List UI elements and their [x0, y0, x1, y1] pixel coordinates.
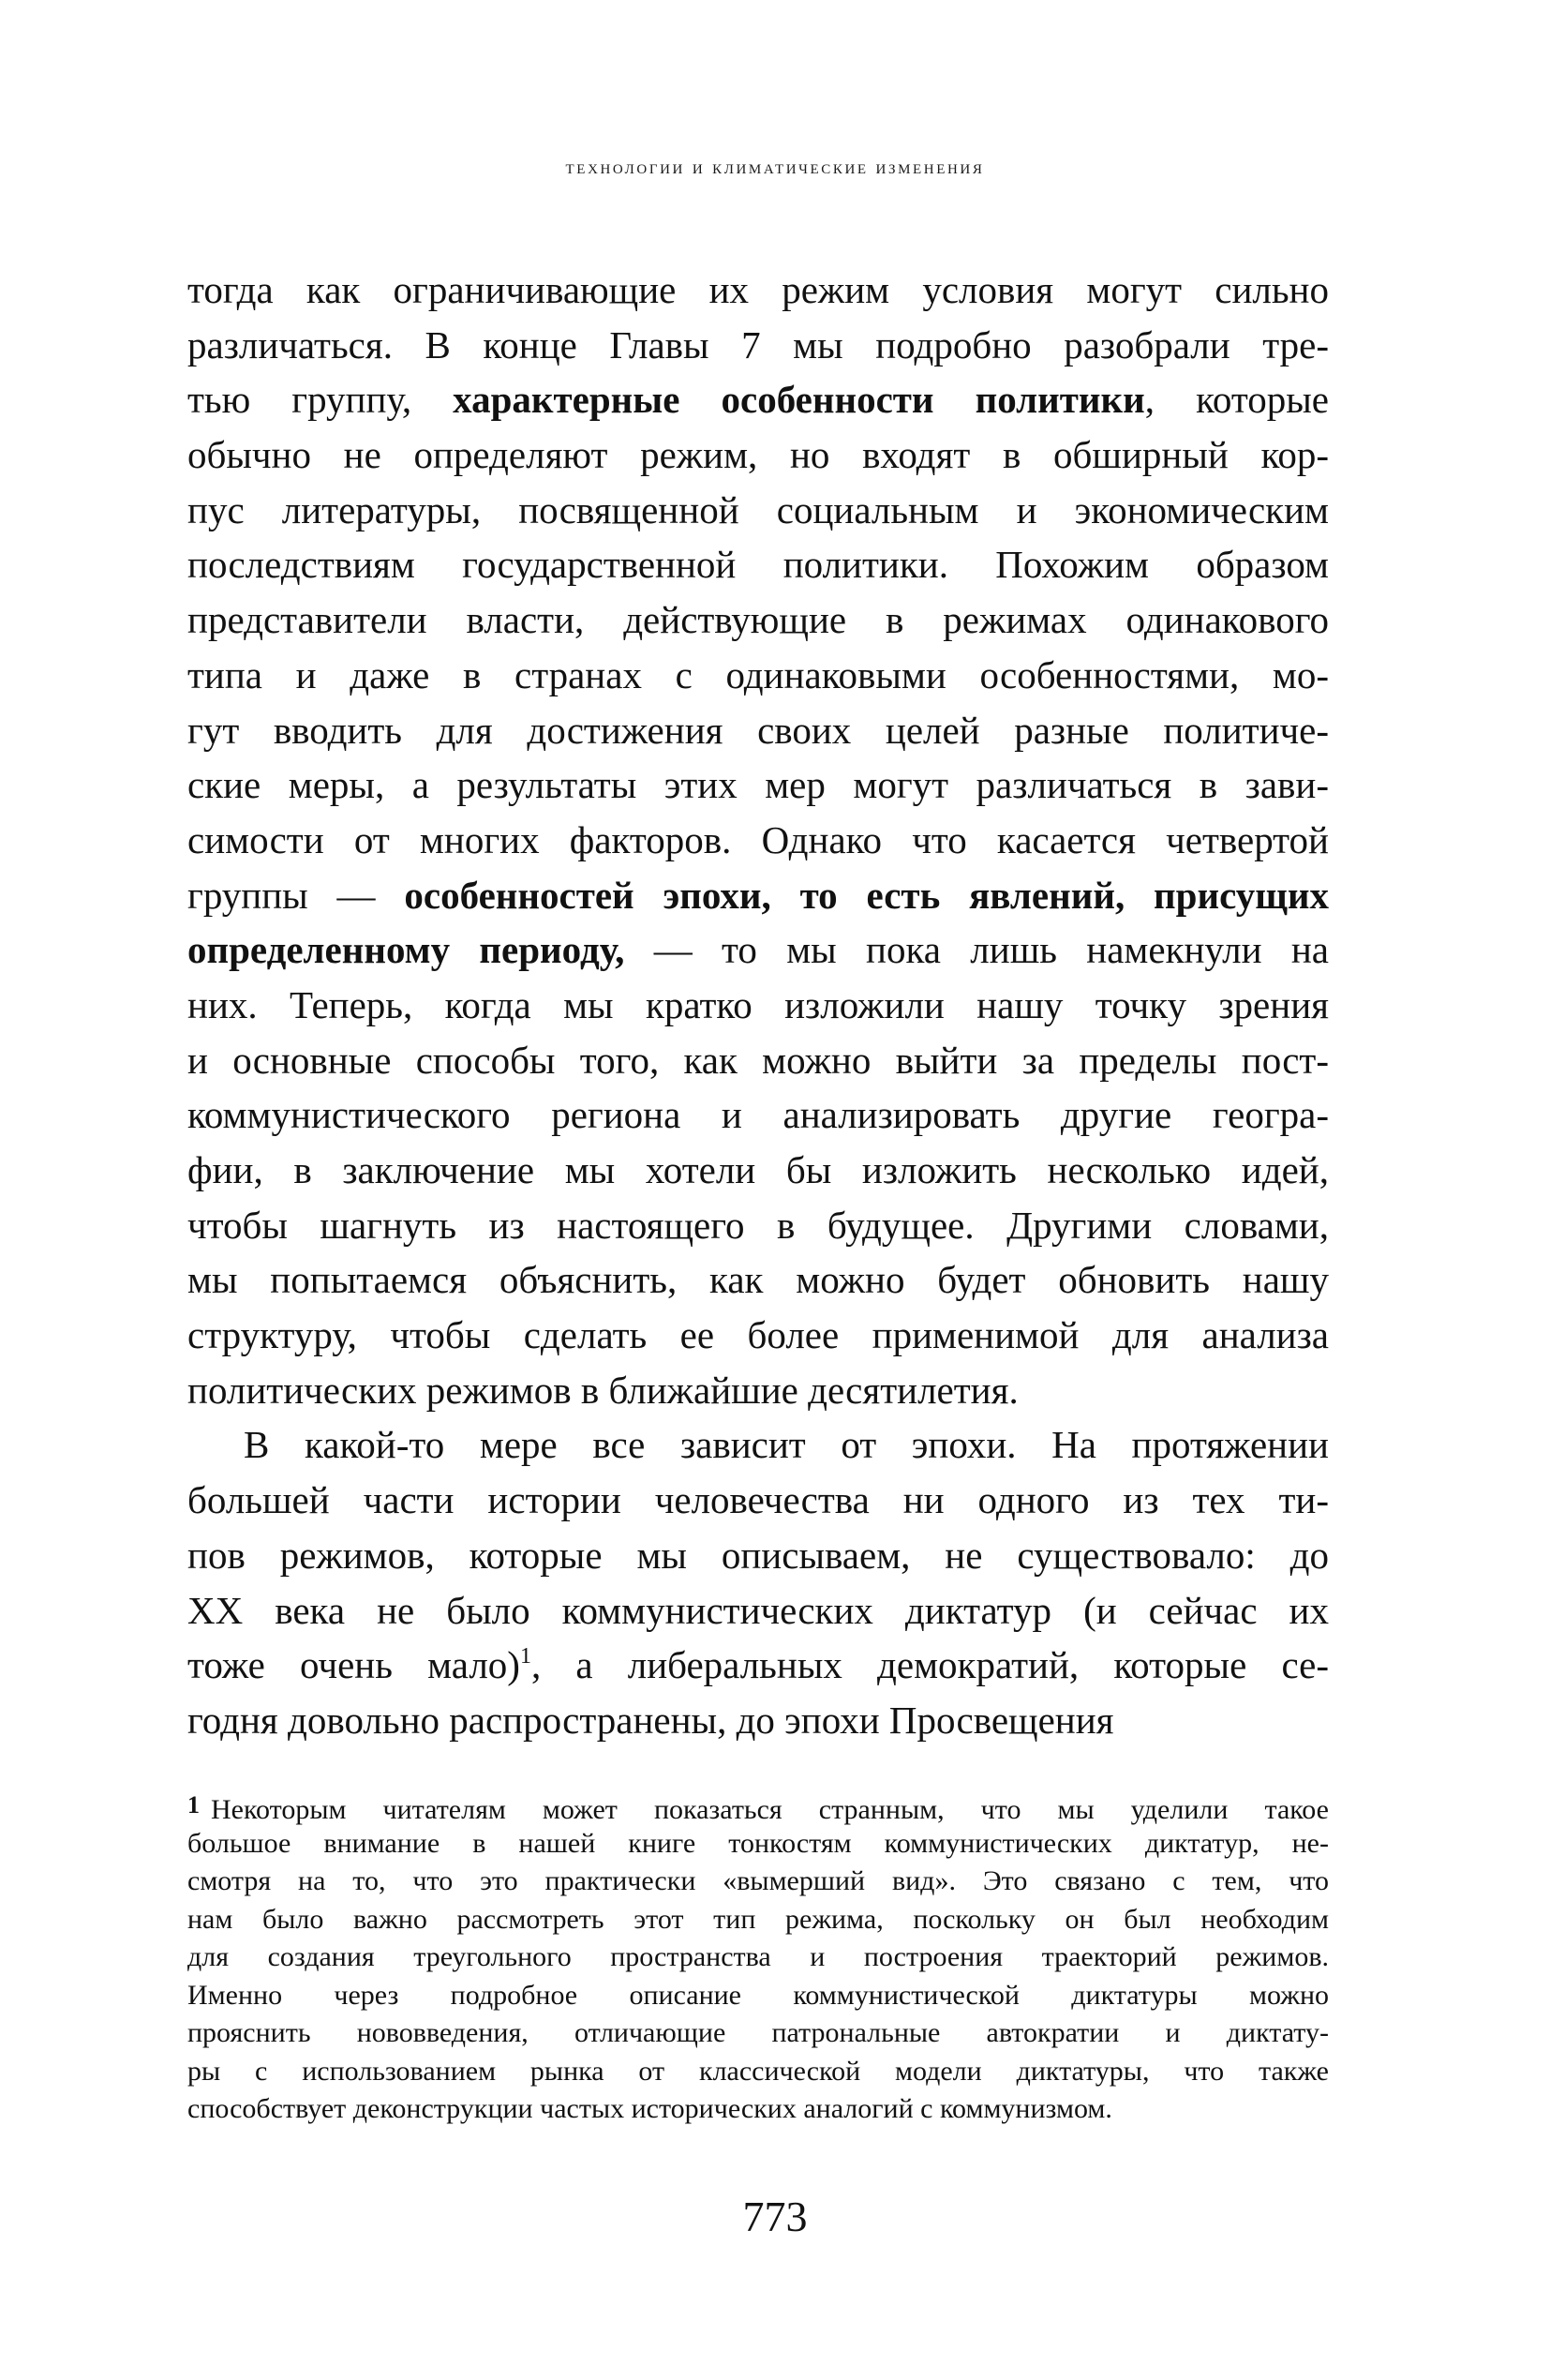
text-segment: , которые [1144, 378, 1329, 422]
text-line [187, 1417, 1329, 1473]
text-segment: ские меры, а результаты этих мер могут различаться в зави- [187, 763, 1329, 807]
footnotes [187, 1787, 1329, 2129]
text-segment: представители власти, действующие в режимах одинакового [187, 598, 1329, 642]
footnote-text: прояснить нововведения, отличающие патрональные автократии и диктату- [187, 2017, 1329, 2048]
text-segment: них. Теперь, когда мы кратко изложили нашу точку зрения [187, 982, 1329, 1026]
text-segment: обычно не определяют режим, но входят в обширный кор- [187, 433, 1329, 477]
text-line [187, 1033, 1329, 1088]
text-segment: тогда как ограничивающие их режим условия могут сильно [187, 268, 1329, 311]
footnote-text: Некоторым читателям может показаться странным, что мы уделили такое [211, 1794, 1329, 1825]
paragraphs [187, 262, 1329, 1748]
bold-emphasis: особенностей эпохи, то есть явлений, присущих [404, 873, 1329, 917]
text-segment: последствиям государственной политики. Похожим образом [187, 543, 1329, 587]
body-text [187, 262, 1329, 1748]
text-line [187, 1087, 1329, 1143]
text-line [187, 1308, 1329, 1363]
text-segment: симости от многих факторов. Однако что касается четвертой [187, 817, 1329, 861]
footnote-line [187, 1938, 1329, 1977]
text-segment: пов режимов, которые мы описываем, не существовало: до [187, 1533, 1329, 1577]
text-line [187, 868, 1329, 923]
footnote-reference[interactable]: 1 [519, 1644, 531, 1669]
text-segment: структуру, чтобы сделать ее более применимой для анализа [187, 1313, 1329, 1357]
footnote-text: ры с использованием рынка от классической модели диктатуры, что также [187, 2055, 1329, 2087]
text-segment: различаться. В конце Главы 7 мы подробно разобрали тре- [187, 322, 1329, 367]
footnote-text: для создания треугольного пространства и построения траекторий режимов. [187, 1941, 1329, 1972]
text-line [187, 372, 1329, 427]
text-line [187, 1638, 1329, 1693]
text-line [187, 1143, 1329, 1198]
footnote-text: способствует деконструкции частых исторических аналогий с коммунизмом. [187, 2093, 1112, 2124]
footnote-line [187, 2090, 1329, 2129]
paragraph [187, 1417, 1329, 1747]
bold-emphasis: определенному периоду, [187, 928, 625, 972]
footnote-line [187, 2053, 1329, 2091]
text-line [187, 757, 1329, 813]
text-line [187, 592, 1329, 648]
text-line [187, 1528, 1329, 1583]
text-line [187, 1693, 1329, 1748]
text-segment: группы — [187, 873, 405, 917]
footnote-marker: 1 [187, 1791, 200, 1819]
text-line [187, 483, 1329, 538]
text-line [187, 1473, 1329, 1528]
text-segment: годня довольно распространены, до эпохи Просвещения [187, 1698, 1114, 1742]
text-segment: политических режимов в ближайшие десятилетия. [187, 1368, 1019, 1412]
footnote-text: смотря на то, что это практически «вымерший вид». Это связано с тем, что [187, 1865, 1329, 1896]
paragraph [187, 262, 1329, 1417]
text-line [187, 648, 1329, 703]
footnote-line [187, 1787, 1329, 1825]
page-number: 773 [742, 2193, 808, 2240]
text-segment: тоже очень мало) [187, 1643, 520, 1687]
footnote-line [187, 1863, 1329, 1901]
text-line [187, 262, 1329, 318]
text-line [187, 1252, 1329, 1308]
text-segment: XX века не было коммунистических диктатур (и сейчас их [187, 1588, 1329, 1632]
text-segment: большей части истории человечества ни одного из тех ти- [187, 1478, 1329, 1522]
text-segment: мы попытаемся объяснить, как можно будет обновить нашу [187, 1258, 1329, 1302]
text-segment: и основные способы того, как можно выйти за пределы пост- [187, 1038, 1329, 1082]
text-segment: — то мы пока лишь намекнули на [624, 928, 1329, 972]
text-line [187, 813, 1329, 868]
footnote-text: нам было важно рассмотреть этот тип режима, поскольку он был необходим [187, 1903, 1329, 1935]
footnote-line [187, 1901, 1329, 1939]
footnote-line [187, 1825, 1329, 1864]
footnote-line [187, 2014, 1329, 2053]
footnote [187, 1787, 1329, 2129]
text-segment: коммунистического региона и анализировать другие геогра- [187, 1093, 1329, 1137]
footnote-text: Именно через подробное описание коммунистической диктатуры можно [187, 1979, 1329, 2011]
bold-emphasis: характерные особенности политики [453, 378, 1145, 422]
text-line [187, 922, 1329, 978]
text-segment: , а либеральных демократий, которые се- [530, 1643, 1329, 1687]
text-segment: В какой-то мере все зависит от эпохи. На протяжении [244, 1423, 1329, 1467]
text-line [187, 318, 1329, 373]
text-line [187, 1198, 1329, 1253]
running-head: технологии и климатические изменения [565, 156, 985, 178]
text-segment: типа и даже в странах с одинаковыми особенностями, мо- [187, 652, 1329, 696]
text-segment: гут вводить для достижения своих целей разные политиче- [187, 708, 1329, 752]
footnote-text: большое внимание в нашей книге тонкостям коммунистических диктатур, не- [187, 1827, 1329, 1859]
text-segment: чтобы шагнуть из настоящего в будущее. Другими словами, [187, 1203, 1329, 1247]
text-segment: тью группу, [187, 378, 454, 422]
text-segment: фии, в заключение мы хотели бы изложить несколько идей, [187, 1148, 1329, 1191]
text-line [187, 703, 1329, 758]
text-line [187, 537, 1329, 592]
text-line [187, 1363, 1329, 1418]
footnote-list [187, 1787, 1329, 2129]
text-line [187, 1583, 1329, 1639]
footnote-line [187, 1977, 1329, 2015]
text-segment: пус литературы, посвященной социальным и экономическим [187, 487, 1329, 531]
text-line [187, 978, 1329, 1033]
text-line [187, 427, 1329, 483]
